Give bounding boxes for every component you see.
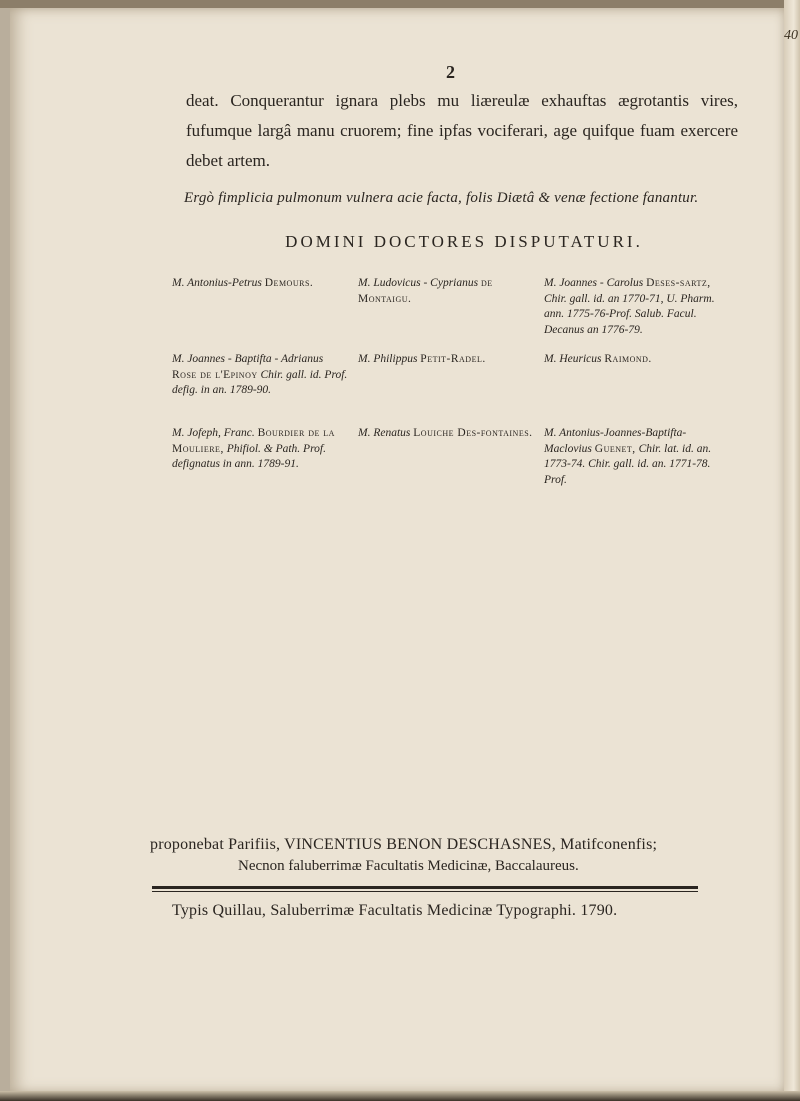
page-number: 2 [446,62,455,82]
doctors-heading: DOMINI DOCTORES DISPUTATURI. [285,232,643,251]
doctor-entry: M. Joannes - Baptifta - Adrianus Rose de l'Epinoy Chir. gall. id. Prof. defig. in an. 1789-90. [172,353,348,396]
doctor-entry: M. Jofeph, Franc. Bourdier de la Mouliere, Phifiol. & Path. Prof. defignatus in ann. 1789-91. [172,427,335,470]
intro-paragraph: deat. Conquerantur ignara plebs mu liæreulæ exhauftas ægrotantis vires, fufumque largâ manu cruorem; fine ipfas vociferari, age quifque fuam exercere debet artem. [186,91,738,170]
doctor-entry: M. Renatus Louiche Des-fontaines. [358,427,533,439]
doctor-entry: M. Ludovicus - Cyprianus de Montaigu. [358,277,493,305]
conclusion-statement: Ergò fimplicia pulmonum vulnera acie facta, folis Diætâ & venæ fectione fanantur. [184,190,699,206]
corner-mark: 40 [784,28,798,43]
top-edge [0,0,800,8]
doctor-entry: M. Heuricus Raimond. [544,353,652,365]
presenter-title-line: Necnon faluberrimæ Facultatis Medicinæ, Baccalaureus. [238,858,579,874]
footer-rule [152,886,698,892]
printer-imprint: Typis Quillau, Saluberrimæ Facultatis Medicinæ Typographi. 1790. [172,902,618,919]
doctor-entry: M. Joannes - Carolus Deses-sartz, Chir. gall. id. an 1770-71, U. Pharm. ann. 1775-76-Prof. Salub. Facul. Decanus an 1776-79. [544,277,715,336]
presenter-line: proponebat Parifiis, VINCENTIUS BENON DESCHASNES, Matifconenfis; [150,836,658,853]
bottom-edge [0,1091,800,1101]
doctors-list [172,276,732,502]
right-page-edge [784,0,800,1101]
doctor-entry: M. Antonius-Petrus Demours. [172,277,314,289]
doctor-entry: M. Antonius-Joannes-Baptifta-Maclovius Guenet, Chir. lat. id. an. 1773-74. Chir. gall. id. an. 1771-78. Prof. [544,427,712,486]
doctor-entry: M. Philippus Petit-Radel. [358,353,486,365]
